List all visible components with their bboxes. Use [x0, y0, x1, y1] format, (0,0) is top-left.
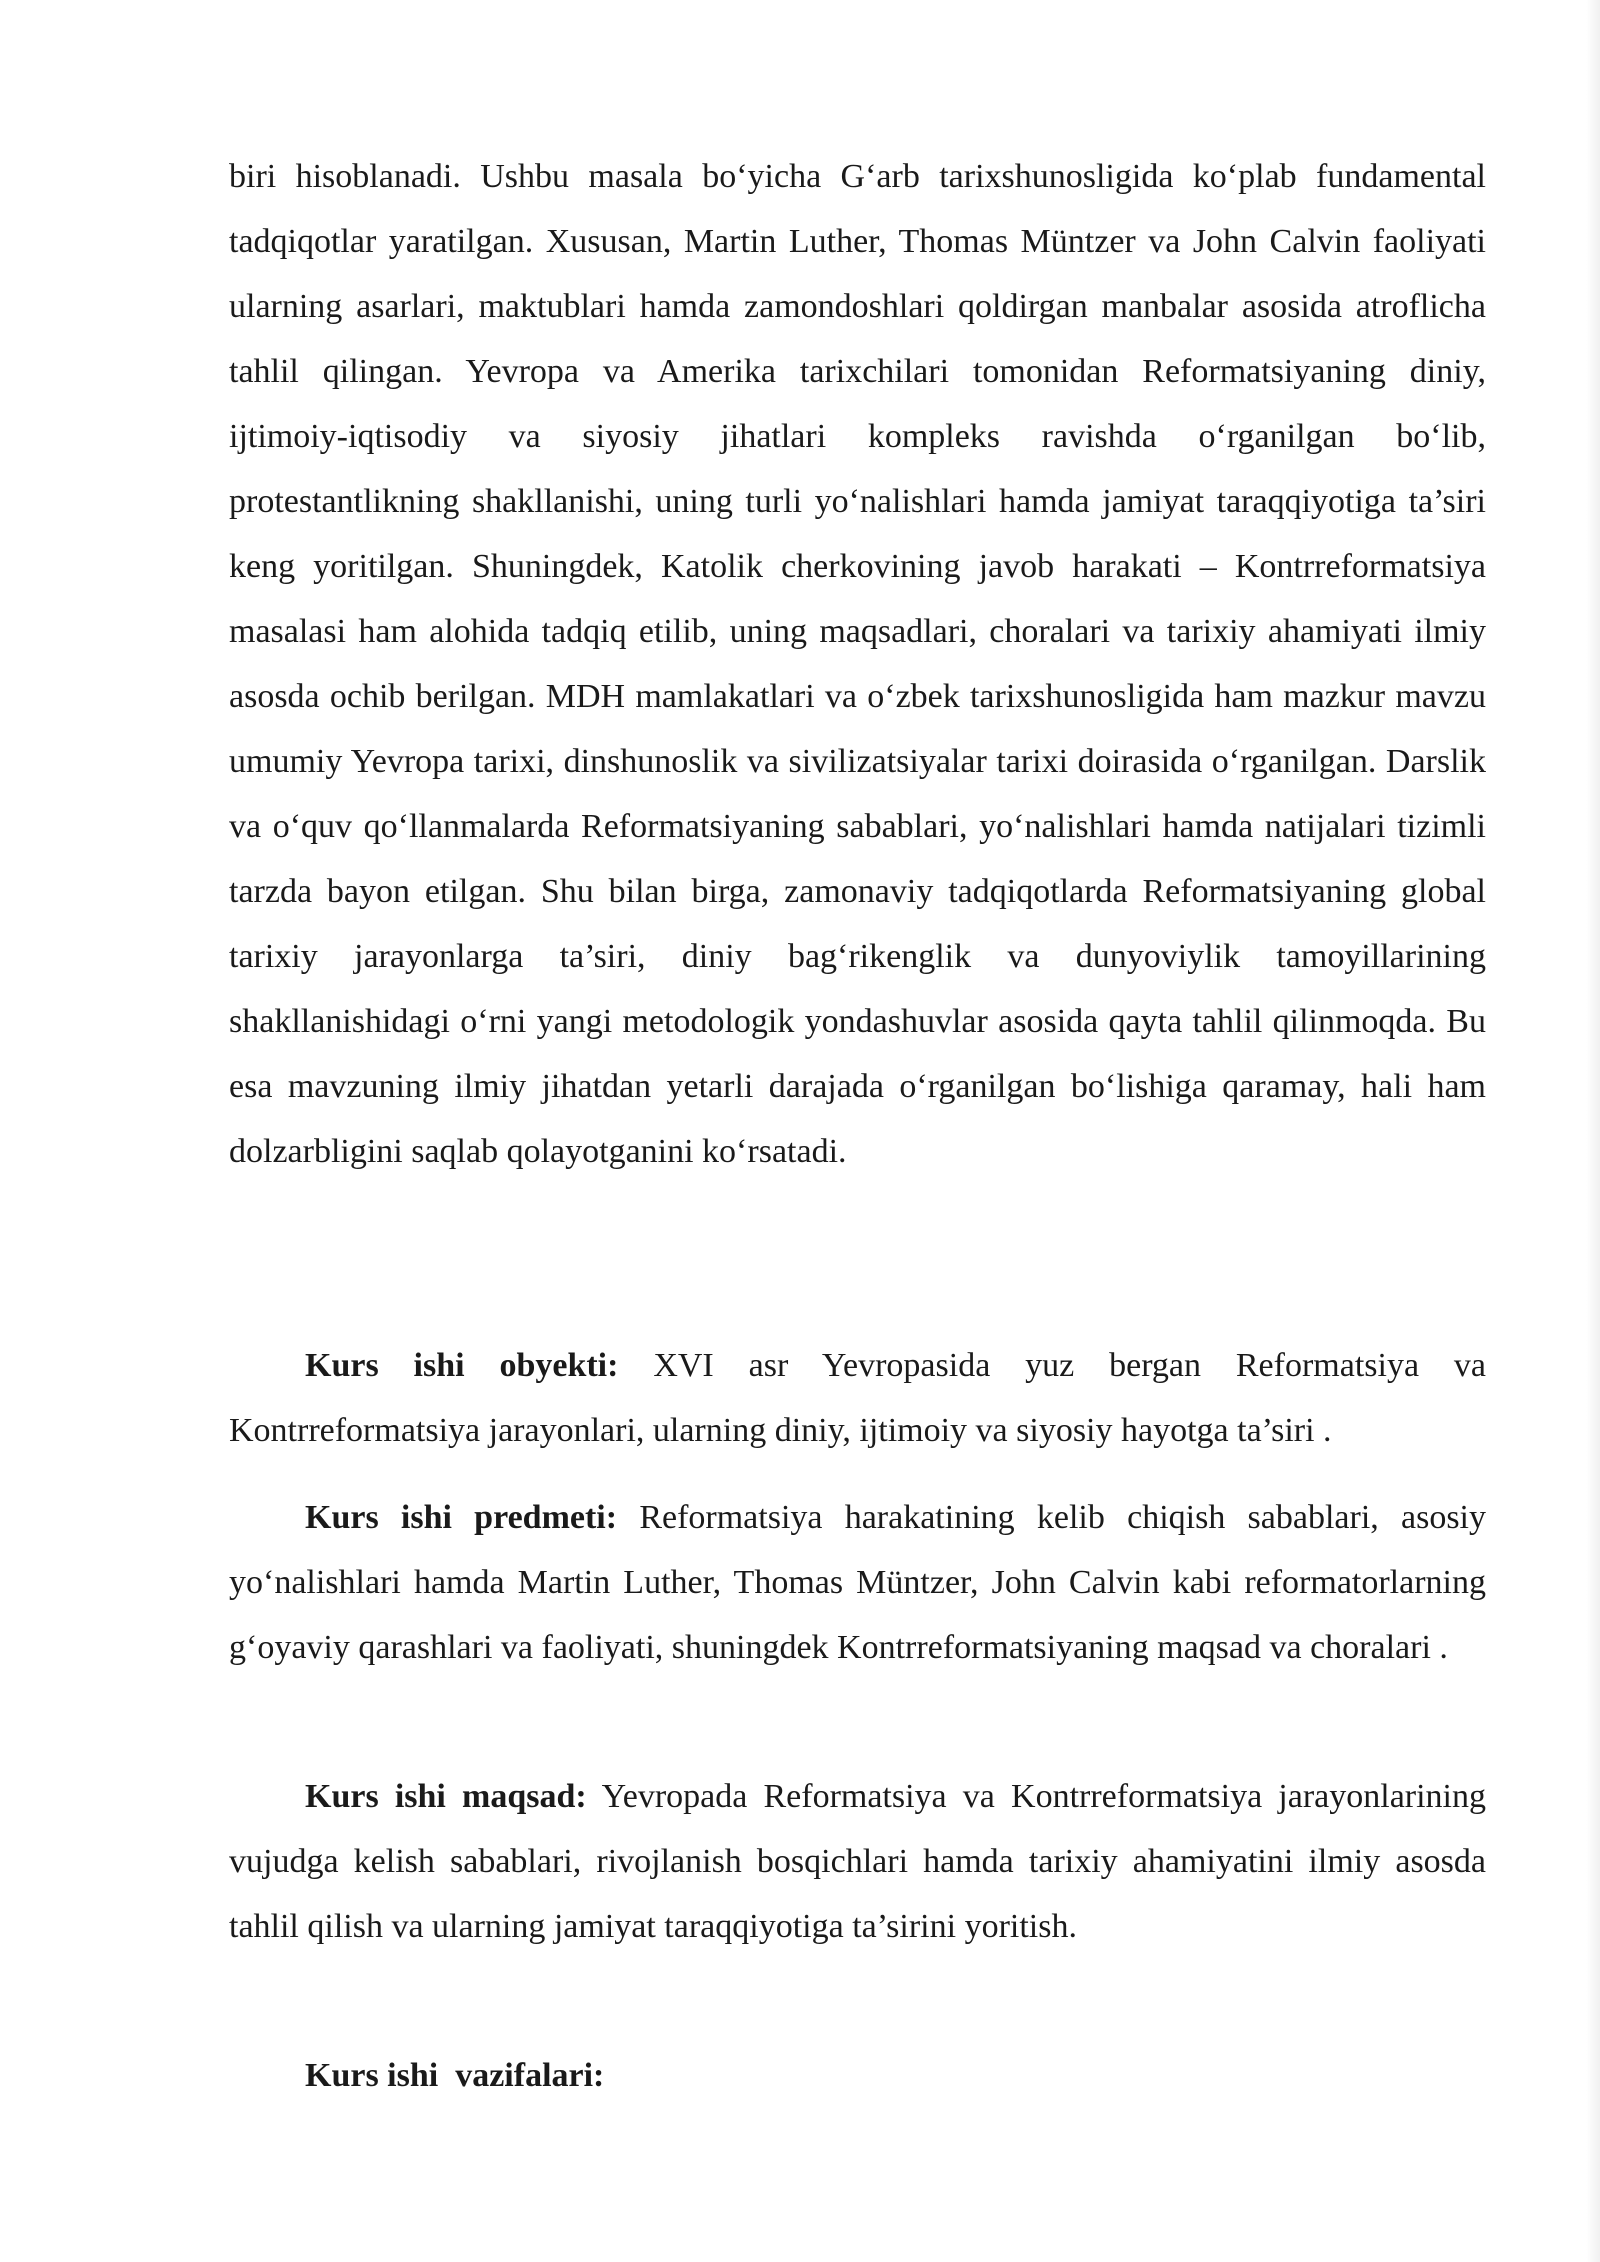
course-object-block [229, 1333, 1486, 1463]
course-object-text: XVI asr Yevropasida yuz bergan Reformatsiya va Kontrreformatsiya jarayonlari, ularning diniy, ijtimoiy va siyosiy hayotga ta’siri . [229, 1347, 1486, 1449]
course-object-paragraph [229, 1333, 1486, 1463]
course-subject-label: Kurs ishi predmeti: [305, 1499, 618, 1536]
course-object-label: Kurs ishi obyekti: [305, 1347, 619, 1384]
course-tasks-block [229, 2043, 1486, 2108]
course-goal-block [229, 1764, 1486, 1959]
course-tasks-label: Kurs ishi vazifalari: [305, 2057, 605, 2094]
course-subject-block [229, 1485, 1486, 1680]
course-goal-text: Yevropada Reformatsiya va Kontrreformatsiya jarayonlarining vujudga kelish sabablari, rivojlanish bosqichlari hamda tarixiy ahamiyatini ilmiy asosda tahlil qilish va ularning jamiyat taraqqiyotiga ta’sirini yoritish. [229, 1778, 1487, 1945]
intro-paragraph: biri hisoblanadi. Ushbu masala bo‘yicha G‘arb tarixshunosligida ko‘plab fundamental tadqiqotlar yaratilgan. Xususan, Martin Luther, Thomas Müntzer va John Calvin faoliyati ularning asarlari, maktublari hamda zamondoshlari qoldirgan manbalar asosida atroflicha tahlil qilingan. Yevropa va Amerika tarixchilari tomonidan Reformatsiyaning diniy, ijtimoiy-iqtisodiy va siyosiy jihatlari kompleks ravishda o‘rganilgan bo‘lib, protestantlikning shakllanishi, uning turli yo‘nalishlari hamda jamiyat taraqqiyotiga ta’siri keng yoritilgan. Shuningdek, Katolik cherkovining javob harakati – Kontrreformatsiya masalasi ham alohida tadqiq etilib, uning maqsadlari, choralari va tarixiy ahamiyati ilmiy asosda ochib berilgan. MDH mamlakatlari va o‘zbek tarixshunosligida ham mazkur mavzu umumiy Yevropa tarixi, dinshunoslik va sivilizatsiyalar tarixi doirasida o‘rganilgan. Darslik va o‘quv qo‘llanmalarda Reformatsiyaning sabablari, yo‘nalishlari hamda natijalari tizimli tarzda bayon etilgan. Shu bilan birga, zamonaviy tadqiqotlarda Reformatsiyaning global tarixiy jarayonlarga ta’siri, diniy bag‘rikenglik va dunyoviylik tamoyillarining shakllanishidagi o‘rni yangi metodologik yondashuvlar asosida qayta tahlil qilinmoqda. Bu esa mavzuning ilmiy jihatdan yetarli darajada o‘rganilgan bo‘lishiga qaramay, hali ham dolzarbligini saqlab qolayotganini ko‘rsatadi. [229, 158, 1486, 1170]
course-subject-paragraph [229, 1485, 1486, 1680]
intro-paragraph-block [229, 144, 1486, 1184]
course-tasks-paragraph [229, 2043, 1486, 2108]
course-goal-label: Kurs ishi maqsad: [305, 1778, 587, 1815]
page-edge-shadow [1586, 0, 1600, 2262]
course-subject-text: Reformatsiya harakatining kelib chiqish sabablari, asosiy yo‘nalishlari hamda Martin Luther, Thomas Müntzer, John Calvin kabi reformatorlarning g‘oyaviy qarashlari va faoliyati, shuningdek Kontrreformatsiyaning maqsad va choralari . [229, 1499, 1486, 1666]
course-goal-paragraph [229, 1764, 1486, 1959]
